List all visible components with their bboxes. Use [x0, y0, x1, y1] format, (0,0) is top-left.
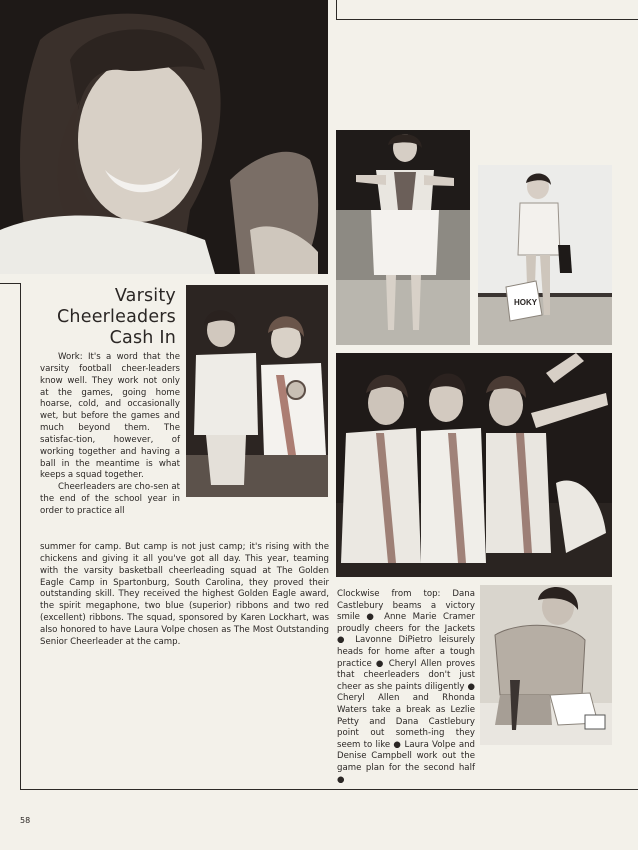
- top-right-frame-rule: [336, 19, 638, 20]
- dana-castlebury-portrait-photo: [0, 0, 328, 274]
- headline-line-1: Varsity: [114, 286, 176, 306]
- lezlie-petty-dana-castlebury-pointing-photo: [336, 353, 612, 577]
- article-body-wide-column: [40, 542, 329, 649]
- cheryl-allen-painting-photo: [480, 585, 612, 745]
- body-paragraph-2-continued: summer for camp. But camp is not just camp; it's rising with the chickens and giving it all you've got all day. This year, teaming with the varsity basketball cheerleading squad at The Golden Eagle Camp in Spartonburg, South Carolina, they proved their outstanding skill. They received the highest Golden Eagle award, the spirit megaphone, two blue (superior) ribbons and two red (excellent) ribbons. The squad, sponsored by Karen Lockhart, was also honored to have Laura Volpe chosen as The Most Outstanding Senior Cheerleader at the camp.: [40, 542, 329, 647]
- headline-line-2: Cheerleaders: [57, 307, 176, 327]
- left-frame-rule: [20, 283, 21, 790]
- body-paragraph-2-start: Cheerleaders are cho-sen at the end of the school year in order to practice all: [40, 482, 180, 516]
- bag-logo-text: HOKY: [514, 298, 538, 307]
- top-right-frame-rule: [336, 0, 337, 20]
- cheryl-allen-rhonda-waters-photo: [186, 285, 328, 497]
- lavonne-dipietro-walking-photo: [478, 165, 612, 345]
- article-headline: [40, 286, 176, 349]
- left-frame-rule: [0, 283, 21, 284]
- page-number: 58: [20, 816, 31, 825]
- article-body-narrow-column: [40, 352, 180, 518]
- headline-line-3: Cash In: [109, 328, 176, 348]
- photo-caption: Clockwise from top: Dana Castlebury beams a victory smile ● Anne Marie Cramer proudly cheers for the Jackets ● Lavonne DiPietro leisurely heads for home after a tough practice ● Cheryl Allen proves that cheerleaders don't just cheer as she paints diligently ● Cheryl Allen and Rhonda Waters take a break as Lezlie Petty and Dana Castlebury point out someth-ing they seem to like ● Laura Volpe and Denise Campbell work out the game plan for the second half ●: [337, 589, 475, 785]
- anne-marie-cramer-cheering-photo: [336, 130, 470, 345]
- body-paragraph-1: Work: It's a word that the varsity football cheer-leaders know well. They work not only at the games, going home hoarse, cold, and occasionally wet, but before the games and much beyond them. The satisfac-tion, however, of working together and having a ball in the meantime is what keeps a squad together.: [40, 352, 180, 481]
- bottom-frame-rule: [20, 789, 638, 790]
